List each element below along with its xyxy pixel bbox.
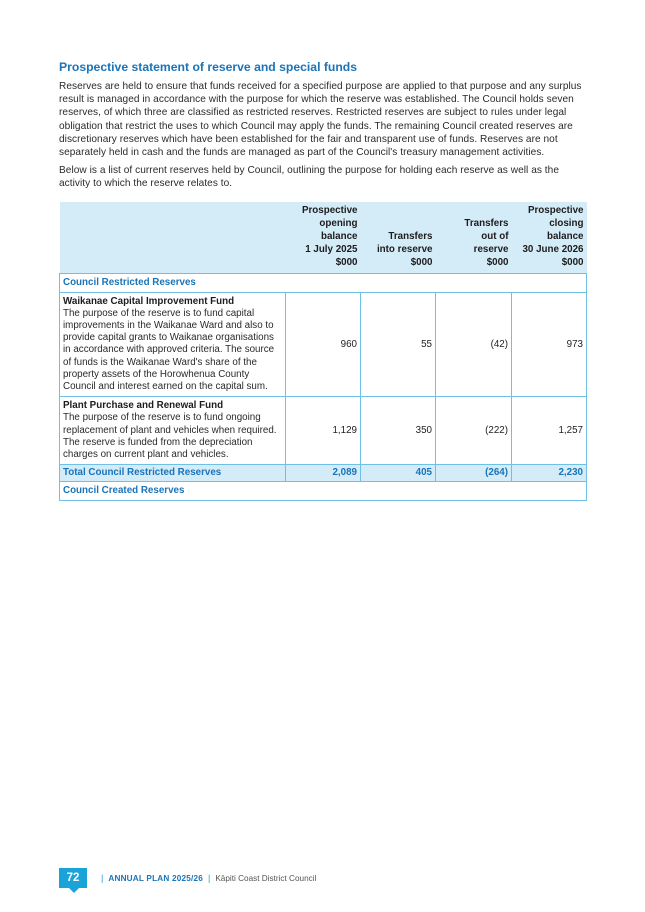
header-line: opening <box>319 217 358 229</box>
fund-name: Plant Purchase and Renewal Fund <box>63 400 224 412</box>
section-label-created: Council Created Reserves <box>60 482 587 501</box>
intro-paragraph: Reserves are held to ensure that funds received for a specified purpose are applied to that purpose and any surplus result is managed in accordance with the purpose for which the reserve was established. The Council holds seven reserves, of which three are classified as restricted reserves. Restricted reserves are subject to rules under legal obligation that restrict the uses to which Council may apply the funds. The remaining Council created reserves are discretionary reserves which have been established for the fair and transparent use of funds. Reserves are not separately held in cash and the funds are managed as part of the Council's treasury management activities. <box>59 81 582 159</box>
header-line: out of <box>481 231 509 243</box>
transfers-in-cell: 350 <box>361 397 436 465</box>
opening-balance-cell: 1,129 <box>286 397 361 465</box>
header-line: closing <box>549 217 584 229</box>
header-line: 30 June 2026 <box>522 244 584 256</box>
page-footer <box>59 868 316 888</box>
header-line: $000 <box>335 257 358 269</box>
total-transfers-out-cell: (264) <box>436 465 512 482</box>
section-row-restricted <box>60 273 587 292</box>
fund-description-cell <box>60 397 286 465</box>
fund-purpose: The purpose of the reserve is to fund ongoing replacement of plant and vehicles when required. The reserve is funded from the depreciation charges on current plant and vehicles. <box>63 412 277 461</box>
transfers-out-cell: (42) <box>436 292 512 397</box>
header-line: Transfers <box>388 231 433 243</box>
list-intro-paragraph: Below is a list of current reserves held by Council, outlining the purpose for holding each reserve as well as the activity to which the reserve relates to. <box>59 165 559 190</box>
total-closing-cell: 2,230 <box>512 465 587 482</box>
header-line: $000 <box>561 257 584 269</box>
fund-purpose: The purpose of the reserve is to fund capital improvements in the Waikanae Ward and also to provide capital grants to Waikanae organisations in accordance with approved criteria. The source of funds is the Waikanae Ward's share of the property assets of the Horowhenua County Council and interest earned on the capital sum. <box>63 307 275 393</box>
section-label-restricted: Council Restricted Reserves <box>60 273 587 292</box>
header-opening-balance <box>286 202 361 274</box>
transfers-in-cell: 55 <box>361 292 436 397</box>
footer-separator: | <box>101 873 104 883</box>
footer-plan-title: ANNUAL PLAN 2025/26 <box>108 873 203 883</box>
table-row <box>60 292 587 397</box>
page-number-tab <box>59 868 87 888</box>
fund-description-cell <box>60 292 286 397</box>
header-line: $000 <box>410 257 433 269</box>
header-line: $000 <box>486 257 509 269</box>
table-row <box>60 397 587 465</box>
header-line: 1 July 2025 <box>305 244 358 256</box>
header-line: Prospective <box>301 204 358 216</box>
fund-name: Waikanae Capital Improvement Fund <box>63 295 235 307</box>
table-header-row <box>60 202 587 274</box>
section-heading: Prospective statement of reserve and special funds <box>59 60 358 74</box>
header-line: Transfers <box>464 217 509 229</box>
closing-balance-cell: 1,257 <box>512 397 587 465</box>
opening-balance-cell: 960 <box>286 292 361 397</box>
closing-balance-cell: 973 <box>512 292 587 397</box>
footer-separator: | <box>208 873 211 883</box>
header-line: into reserve <box>376 244 433 256</box>
total-label: Total Council Restricted Reserves <box>60 465 286 482</box>
reserves-table <box>59 202 587 502</box>
header-line: reserve <box>473 244 509 256</box>
total-transfers-in-cell: 405 <box>361 465 436 482</box>
page-content <box>59 60 586 501</box>
transfers-out-cell: (222) <box>436 397 512 465</box>
section-row-created <box>60 482 587 501</box>
header-line: balance <box>547 231 584 243</box>
header-line: Prospective <box>527 204 584 216</box>
footer-council-name: Kāpiti Coast District Council <box>215 873 317 883</box>
header-closing-balance <box>512 202 587 274</box>
header-line: balance <box>321 231 358 243</box>
header-transfers-in <box>361 202 436 274</box>
header-description <box>60 202 286 274</box>
total-opening-cell: 2,089 <box>286 465 361 482</box>
header-transfers-out <box>436 202 512 274</box>
total-row <box>60 465 587 482</box>
page-number: 72 <box>66 872 80 884</box>
